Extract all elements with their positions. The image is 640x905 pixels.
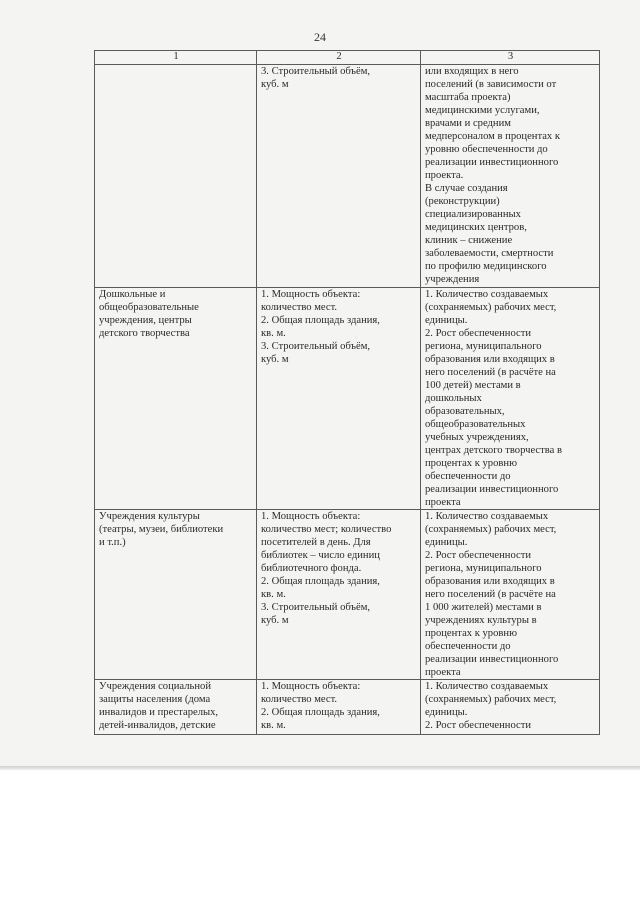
cell-text-line: общеобразовательных [425,419,526,430]
cell-text-line: 2. Общая площадь здания, [261,576,380,587]
table-row [95,65,600,288]
header-row [95,51,600,65]
cell-text-line: 100 детей) местами в [425,380,521,391]
table-cell-col1 [95,288,257,510]
cell-text-line: (театры, музеи, библиотеки [99,524,224,535]
cell-text-line: единицы. [425,315,468,326]
table-cell-col2 [257,65,421,288]
table-cell-col1 [95,680,257,735]
cell-text-line: проекта [425,497,461,508]
cell-text-line: (сохраняемых) рабочих мест, [425,302,557,313]
table-cell-col2 [257,288,421,510]
cell-text-line: Учреждения социальной [99,681,211,692]
table-cell-col3 [421,510,600,680]
cell-text-line: посетителей в день. Для [261,537,371,548]
cell-text-line: уровню обеспеченности до [425,144,548,155]
cell-text-line: или входящих в него [425,66,519,77]
cell-text-line: общеобразовательные [99,302,199,313]
cell-text-line: поселений (в зависимости от [425,79,557,90]
cell-text-line: количество мест; количество [261,524,392,535]
table-cell-col1 [95,65,257,288]
table-cell-col3 [421,680,600,735]
cell-text-line: защиты населения (дома [99,694,211,705]
cell-text-line: 1. Мощность объекта: [261,511,361,522]
cell-text-line: 3. Строительный объём, [261,341,371,352]
cell-text-line: (сохраняемых) рабочих мест, [425,524,557,535]
column-header: 2 [257,51,421,65]
cell-text-line: региона, муниципального [425,341,542,352]
cell-text-line: центрах детского творчества в [425,445,562,456]
table-cell-col2 [257,680,421,735]
cell-text-line: медицинскими услугами, [425,105,540,116]
cell-text-line: и т.п.) [99,537,126,548]
cell-text-line: куб. м [261,615,289,626]
cell-text-line: образования или входящих в [425,354,555,365]
cell-text-line: 2. Рост обеспеченности [425,328,532,339]
cell-text-line: 1 000 жителей) местами в [425,602,542,613]
cell-text-line: библиотек – число единиц [261,550,380,561]
table-cell-col2 [257,510,421,680]
cell-text-line: 2. Рост обеспеченности [425,720,532,731]
cell-text-line: образования или входящих в [425,576,555,587]
cell-text-line: 1. Количество создаваемых [425,289,549,300]
cell-text-line: инвалидов и престарелых, [99,707,219,718]
cell-text-line: 2. Рост обеспеченности [425,550,532,561]
cell-text-line: медперсоналом в процентах к [425,131,561,142]
cell-text-line: 3. Строительный объём, [261,602,371,613]
cell-text-line: масштаба проекта) [425,92,511,103]
cell-text-line: процентах к уровню [425,458,517,469]
cell-text-line: 1. Мощность объекта: [261,289,361,300]
cell-text-line: реализации инвестиционного [425,157,559,168]
cell-text-line: него поселений (в расчёте на [425,589,556,600]
page-number: 24 [314,30,326,44]
cell-text-line: процентах к уровню [425,628,517,639]
cell-text-line: медицинских центров, [425,222,527,233]
cell-text-line: учреждения [425,274,480,285]
cell-text-line: врачами и средним [425,118,511,129]
cell-text-line: количество мест. [261,694,338,705]
cell-text-line: кв. м. [261,720,286,731]
cell-text-line: 3. Строительный объём, [261,66,371,77]
cell-text-line: реализации инвестиционного [425,484,559,495]
cell-text-line: В случае создания [425,183,508,194]
cell-text-line: Учреждения культуры [99,511,200,522]
cell-text-line: куб. м [261,354,289,365]
cell-text-line: библиотечного фонда. [261,563,362,574]
document-table [94,50,600,735]
cell-text-line: реализации инвестиционного [425,654,559,665]
cell-text-line: проекта. [425,170,464,181]
cell-text-line: клиник – снижение [425,235,513,246]
cell-text-line: 1. Мощность объекта: [261,681,361,692]
column-header: 3 [421,51,600,65]
cell-text-line: специализированных [425,209,521,220]
column-header: 1 [95,51,257,65]
cell-text-line: проекта [425,667,461,678]
cell-text-line: заболеваемости, смертности [425,248,554,259]
cell-text-line: региона, муниципального [425,563,542,574]
cell-text-line: учреждения, центры [99,315,192,326]
cell-text-line: него поселений (в расчёте на [425,367,556,378]
cell-text-line: куб. м [261,79,289,90]
cell-text-line: учреждениях культуры в [425,615,537,626]
table-row [95,680,600,735]
scan-edge [0,766,640,770]
cell-text-line: 1. Количество создаваемых [425,681,549,692]
table-cell-col3 [421,65,600,288]
cell-text-line: кв. м. [261,589,286,600]
cell-text-line: кв. м. [261,328,286,339]
table-row [95,510,600,680]
table-row [95,288,600,510]
cell-text-line: 1. Количество создаваемых [425,511,549,522]
cell-text-line: единицы. [425,537,468,548]
cell-text-line: Дошкольные и [99,289,166,300]
cell-text-line: образовательных, [425,406,505,417]
cell-text-line: учебных учреждениях, [425,432,529,443]
cell-text-line: единицы. [425,707,468,718]
cell-text-line: (реконструкции) [425,196,500,207]
table-cell-col1 [95,510,257,680]
cell-text-line: 2. Общая площадь здания, [261,707,380,718]
cell-text-line: дошкольных [425,393,482,404]
cell-text-line: 2. Общая площадь здания, [261,315,380,326]
table-cell-col3 [421,288,600,510]
cell-text-line: детского творчества [99,328,190,339]
cell-text-line: (сохраняемых) рабочих мест, [425,694,557,705]
cell-text-line: обеспеченности до [425,641,511,652]
cell-text-line: детей-инвалидов, детские [99,720,216,731]
cell-text-line: по профилю медицинского [425,261,547,272]
cell-text-line: количество мест. [261,302,338,313]
cell-text-line: обеспеченности до [425,471,511,482]
